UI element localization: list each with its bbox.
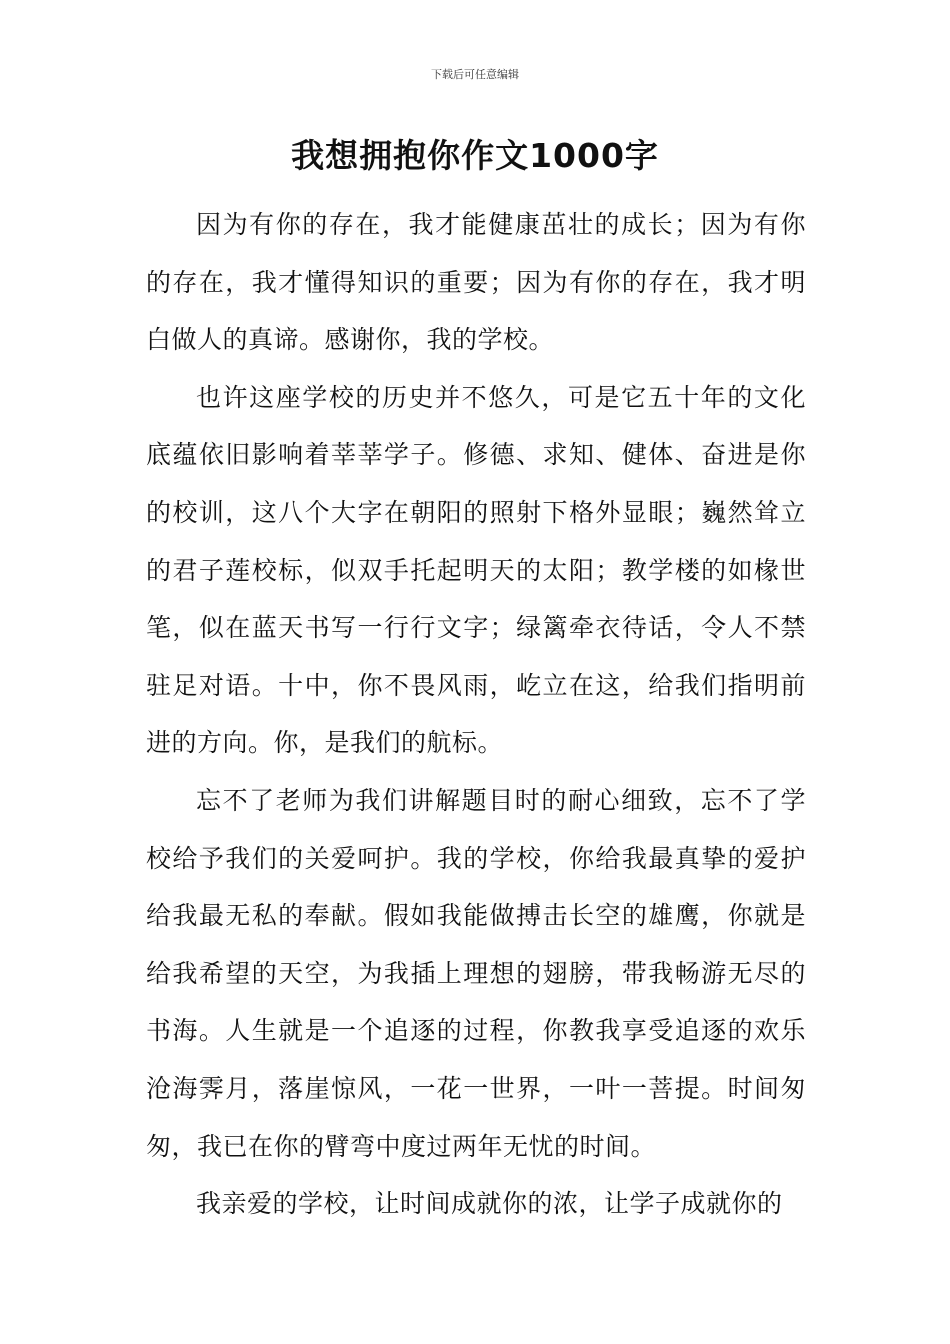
paragraph: 也许这座学校的历史并不悠久，可是它五十年的文化底蕴依旧影响着莘莘学子。修德、求知、健体、奋进是你的校训，这八个大字在朝阳的照射下格外显眼；巍然耸立的君子莲校标，似双手托起明天的太阳；教学楼的如椽世笔，似在蓝天书写一行行文字；绿篱牵衣待话，令人不禁驻足对语。十中，你不畏风雨，屹立在这，给我们指明前进的方向。你，是我们的航标。 bbox=[146, 382, 806, 758]
paragraph: 我亲爱的学校，让时间成就你的浓，让学子成就你的 bbox=[196, 1189, 783, 1219]
paragraph: 忘不了老师为我们讲解题目时的耐心细致，忘不了学校给予我们的关爱呵护。我的学校，你给我最真挚的爱护给我最无私的奉献。假如我能做搏击长空的雄鹰，你就是给我希望的天空，为我插上理想的翅膀，带我畅游无尽的书海。人生就是一个追逐的过程，你教我享受追逐的欢乐沧海霁月，落崖惊风，一花一世界，一叶一菩提。时间匆匆，我已在你的臂弯中度过两年无忧的时间。 bbox=[146, 785, 806, 1161]
document-body bbox=[146, 196, 806, 1233]
header-note: 下载后可任意编辑 bbox=[431, 68, 519, 81]
paragraph: 因为有你的存在，我才能健康茁壮的成长；因为有你的存在，我才懂得知识的重要；因为有你的存在，我才明白做人的真谛。感谢你，我的学校。 bbox=[146, 210, 806, 355]
document-title: 我想拥抱你作文1000字 bbox=[291, 136, 659, 175]
